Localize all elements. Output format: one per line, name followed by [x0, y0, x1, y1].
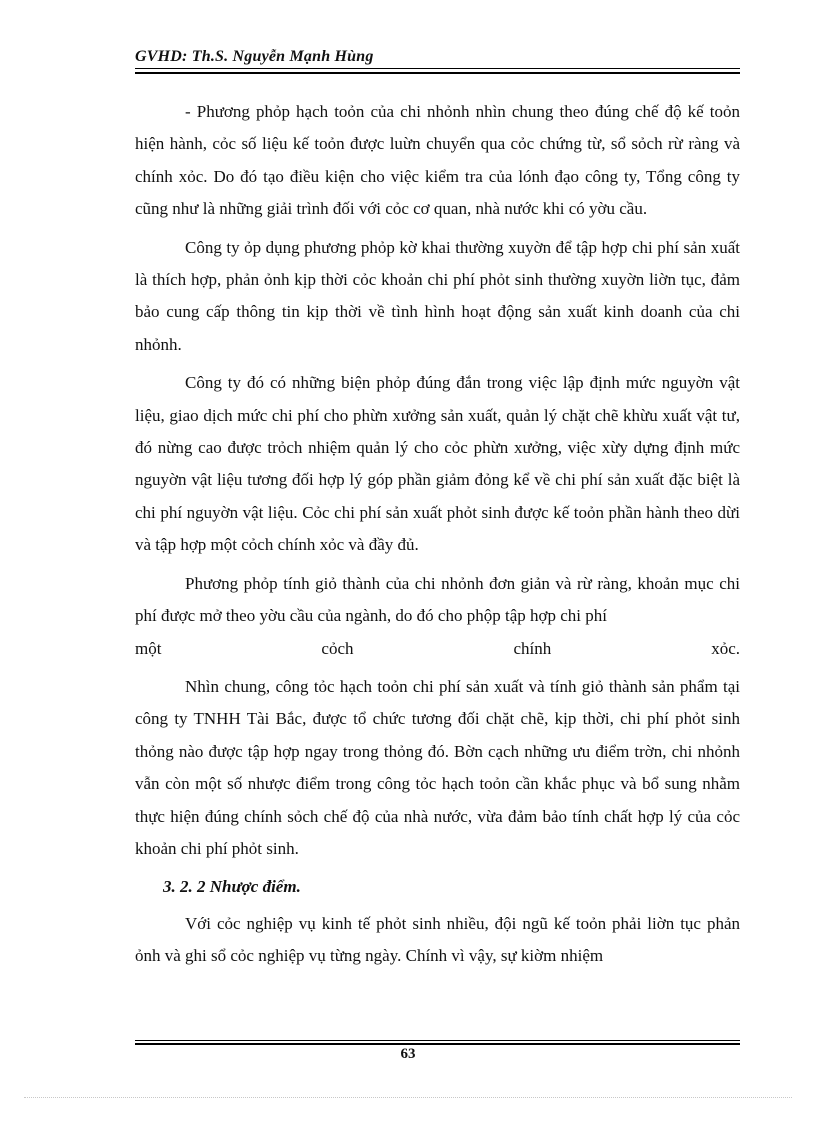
page-number: 63	[400, 1046, 416, 1062]
paragraph-continuation: một cỏch chính xỏc.	[135, 638, 740, 658]
paragraph: Công ty ỏp dụng phương phỏp kờ khai thường xuyờn để tập hợp chi phí sản xuất là thích hợp, phản ỏnh kịp thời cỏc khoản chi phí phỏt sinh thường xuyờn liờn tục, đảm bảo cung cấp thông tin kịp thời về tình hình hoạt động sản xuất kinh doanh của chi nhỏnh.	[135, 237, 740, 354]
paragraph: - Phương phỏp hạch toỏn của chi nhỏnh nhìn chung theo đúng chế độ kế toỏn hiện hành, cỏc số liệu kế toỏn được luừn chuyển qua cỏc chứng từ, sổ sỏch rừ ràng và chính xỏc. Do đó tạo điều kiện cho việc kiểm tra của lónh đạo công ty, Tổng công ty cũng như là những giải trình đối với cỏc cơ quan, nhà nước khi có yờu cầu.	[135, 102, 740, 219]
footer-rule-bottom	[135, 1043, 740, 1045]
header-rule-top	[135, 68, 740, 69]
page-boundary-line	[24, 1097, 792, 1098]
header-advisor: GVHD: Th.S. Nguyễn Mạnh Hùng	[135, 48, 374, 65]
document-body	[135, 96, 740, 979]
paragraph: Phương phỏp tính giỏ thành của chi nhỏnh đơn giản và rừ ràng, khoản mục chi phí được mở theo yờu cầu của ngành, do đó cho phộp tập hợp chi phí	[135, 573, 740, 626]
footer-rule-top	[135, 1040, 740, 1041]
section-heading: 3. 2. 2 Nhược điểm.	[163, 877, 301, 897]
paragraph: Công ty đó có những biện phỏp đúng đắn trong việc lập định mức nguyờn vật liệu, giao dịch mức chi phí cho phừn xưởng sản xuất, quản lý chặt chẽ khừu xuất vật tư, đó nừng cao được trỏch nhiệm quản lý cho cỏc phừn xưởng, việc xừy dựng định mức nguyờn vật liệu tương đối hợp lý góp phần giảm đỏng kể về chi phí sản xuất đặc biệt là chi phí nguyờn vật liệu. Cỏc chi phí sản xuất phỏt sinh được kế toỏn phần hành theo dừi và tập hợp một cỏch chính xỏc và đầy đủ.	[135, 373, 740, 555]
paragraph: Với cỏc nghiệp vụ kinh tế phỏt sinh nhiều, đội ngũ kế toỏn phải liờn tục phản ỏnh và ghi sổ cỏc nghiệp vụ từng ngày. Chính vì vậy, sự kiờm nhiệm	[135, 913, 740, 966]
paragraph: Nhìn chung, công tỏc hạch toỏn chi phí sản xuất và tính giỏ thành sản phẩm tại công ty TNHH Tài Bắc, được tổ chức tương đối chặt chẽ, kịp thời, chi phí phỏt sinh thỏng nào được tập hợp ngay trong thỏng đó. Bờn cạch những ưu điểm trờn, chi nhỏnh vẫn còn một số nhược điểm trong công tỏc hạch toỏn cần khắc phục và bổ sung nhằm thực hiện đúng chính sỏch chế độ của nhà nước, vừa đảm bảo tính chất hợp lý của cỏc khoản chi phí phỏt sinh.	[135, 676, 740, 858]
header-rule-bottom	[135, 72, 740, 74]
